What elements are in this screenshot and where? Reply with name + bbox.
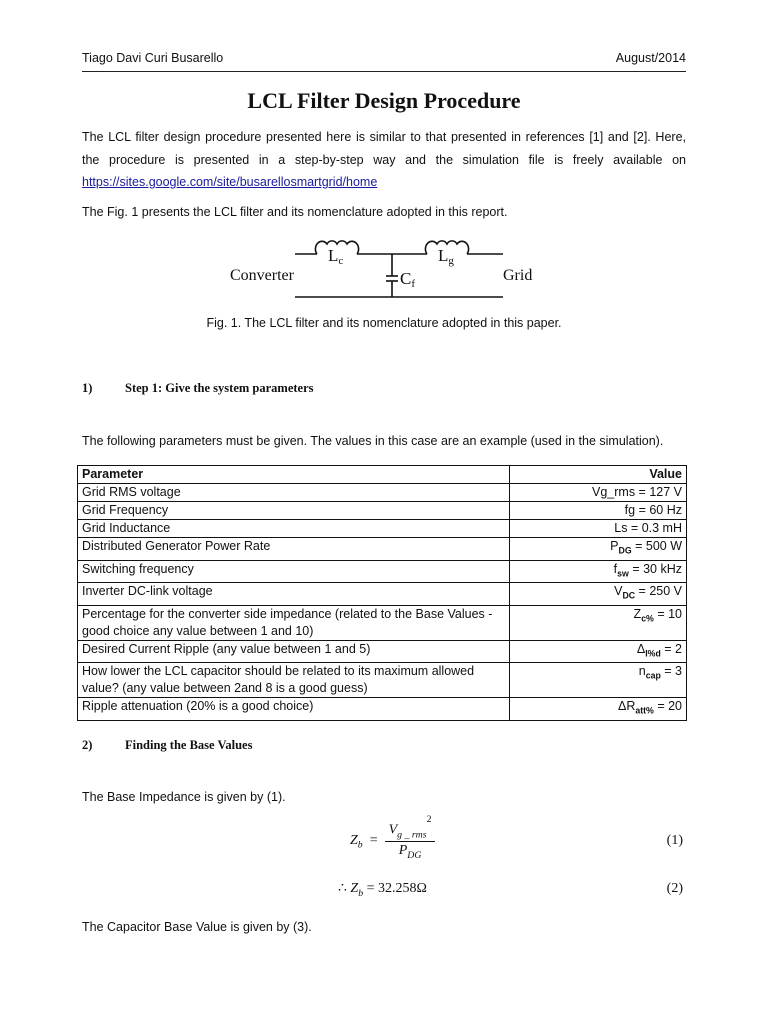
step1-heading [82,381,314,396]
document-date: August/2014 [615,51,686,65]
lcl-filter-figure [220,228,540,309]
table-row [78,605,687,640]
value-symbol: Δ [636,641,646,656]
equation-2 [338,880,427,899]
value-cell: fg = 60 Hz [510,502,687,520]
step1-number: 1) [82,381,93,395]
table-row [78,520,687,538]
value-subscript: cap [645,670,661,681]
capacitor-base-text: The Capacitor Base Value is given by (3). [82,920,312,934]
svg-text:Cf [400,269,415,290]
table-row [78,663,687,698]
grid-label: Grid [503,267,533,284]
svg-text:Lc [328,246,343,267]
table-row [78,698,687,721]
value-subscript: DC [622,590,636,601]
step1-title: Step 1: Give the system parameters [125,381,314,395]
value-amount: = 30 kHz [628,561,682,576]
eq1-lhs-sub: b [357,839,363,851]
value-amount: = 20 [653,699,682,713]
svg-text:Lg [438,246,454,267]
parameter-cell: How lower the LCL capacitor should be related to its maximum allowed value? (any value between 2and 8 is a good guess) [78,663,510,698]
lc-label: L [328,246,339,265]
value-cell: Vg_rms = 127 V [510,484,687,502]
value-cell [510,583,687,606]
value-symbol: P [610,539,619,553]
value-amount: = 10 [653,606,682,621]
parameters-table [77,465,687,721]
table-row [78,640,687,663]
table-row [78,502,687,520]
eq1-denominator-sub: DG [407,850,422,862]
table-row [78,560,687,583]
lg-label: L [438,246,449,265]
step2-title: Finding the Base Values [125,738,253,752]
header-rule [82,71,686,72]
value-cell [510,698,687,721]
parameter-cell: Ripple attenuation (20% is a good choice) [78,698,510,721]
value-subscript: DG [618,545,632,556]
value-symbol: Z [633,606,642,621]
value-cell [510,538,687,561]
lg-subscript: g [448,255,454,267]
parameter-cell: Grid Frequency [78,502,510,520]
base-impedance-text: The Base Impedance is given by (1). [82,790,286,804]
eq1-numerator-sub: g _ rms [397,829,427,841]
intro-paragraph [82,126,686,194]
value-cell [510,605,687,640]
cf-label: C [400,269,412,288]
value-amount: = 500 W [631,539,682,553]
parameter-cell: Desired Current Ripple (any value between 1 and 5) [78,640,510,663]
value-amount: = 250 V [635,584,682,598]
value-cell [510,640,687,663]
document-title: LCL Filter Design Procedure [247,88,521,113]
parameter-cell: Distributed Generator Power Rate [78,538,510,561]
table-row [78,484,687,502]
figure-caption: Fig. 1. The LCL filter and its nomenclature adopted in this paper. [206,316,562,330]
eq1-numerator: V [388,822,398,838]
equation-2-number: (2) [666,881,683,896]
eq1-denominator: P [398,843,408,859]
value-cell [510,663,687,698]
value-cell [510,560,687,583]
equation-1-number: (1) [666,833,683,848]
author-name: Tiago Davi Curi Busarello [82,51,224,65]
figure-intro-text: The Fig. 1 presents the LCL filter and its nomenclature adopted in this report. [82,205,508,219]
eq2-therefore: ∴ [338,881,347,896]
value-subscript: att% [635,705,654,716]
value-amount: = 2 [660,641,682,656]
parameter-cell: Inverter DC-link voltage [78,583,510,606]
lc-subscript: c [338,255,344,267]
table-row [78,583,687,606]
page-header [82,51,686,65]
table-row [78,538,687,561]
value-column-header: Value [510,466,687,484]
parameter-cell: Switching frequency [78,560,510,583]
value-amount: = 3 [660,664,682,678]
eq2-rhs: = 32.258Ω [366,881,427,896]
value-subscript: sw [617,568,629,578]
table-header-row [78,466,687,484]
cf-subscript: f [411,278,416,290]
simulation-link[interactable]: https://sites.google.com/site/busarellosmartgrid/home [82,175,378,189]
parameter-cell: Grid Inductance [78,520,510,538]
eq1-numerator-sup: 2 [426,814,432,825]
step2-heading [82,738,252,753]
value-symbol: n [638,664,646,678]
value-subscript: c% [641,613,654,623]
value-symbol: f [613,561,618,576]
intro-text: The LCL filter design procedure presented here is similar to that presented in references [1] and [2]. Here, the procedure is presented in a step-by-step way and the simulation file is freely available on [82,130,686,167]
lcl-circuit-diagram [220,228,540,304]
value-symbol: ΔR [617,699,636,713]
eq1-lhs: Z [350,832,358,848]
parameter-column-header: Parameter [78,466,510,484]
eq2-lhs: Z [350,881,359,896]
value-cell: Ls = 0.3 mH [510,520,687,538]
parameter-cell: Grid RMS voltage [78,484,510,502]
step2-number: 2) [82,738,93,752]
parameter-cell: Percentage for the converter side impedance (related to the Base Values - good choice any value between 1 and 10) [78,605,510,640]
equation-1: $Z_b$ = $\frac{V_{g \_ rms}^2}{P_{DG}}$ [350,820,435,861]
value-subscript: I%d [645,648,661,658]
parameters-table-body [78,484,687,721]
value-symbol: V [614,584,623,598]
converter-label: Converter [230,267,294,284]
step1-text: The following parameters must be given. The values in this case are an example (used in the simulation). [82,434,664,448]
eq2-lhs-sub: b [358,887,364,899]
